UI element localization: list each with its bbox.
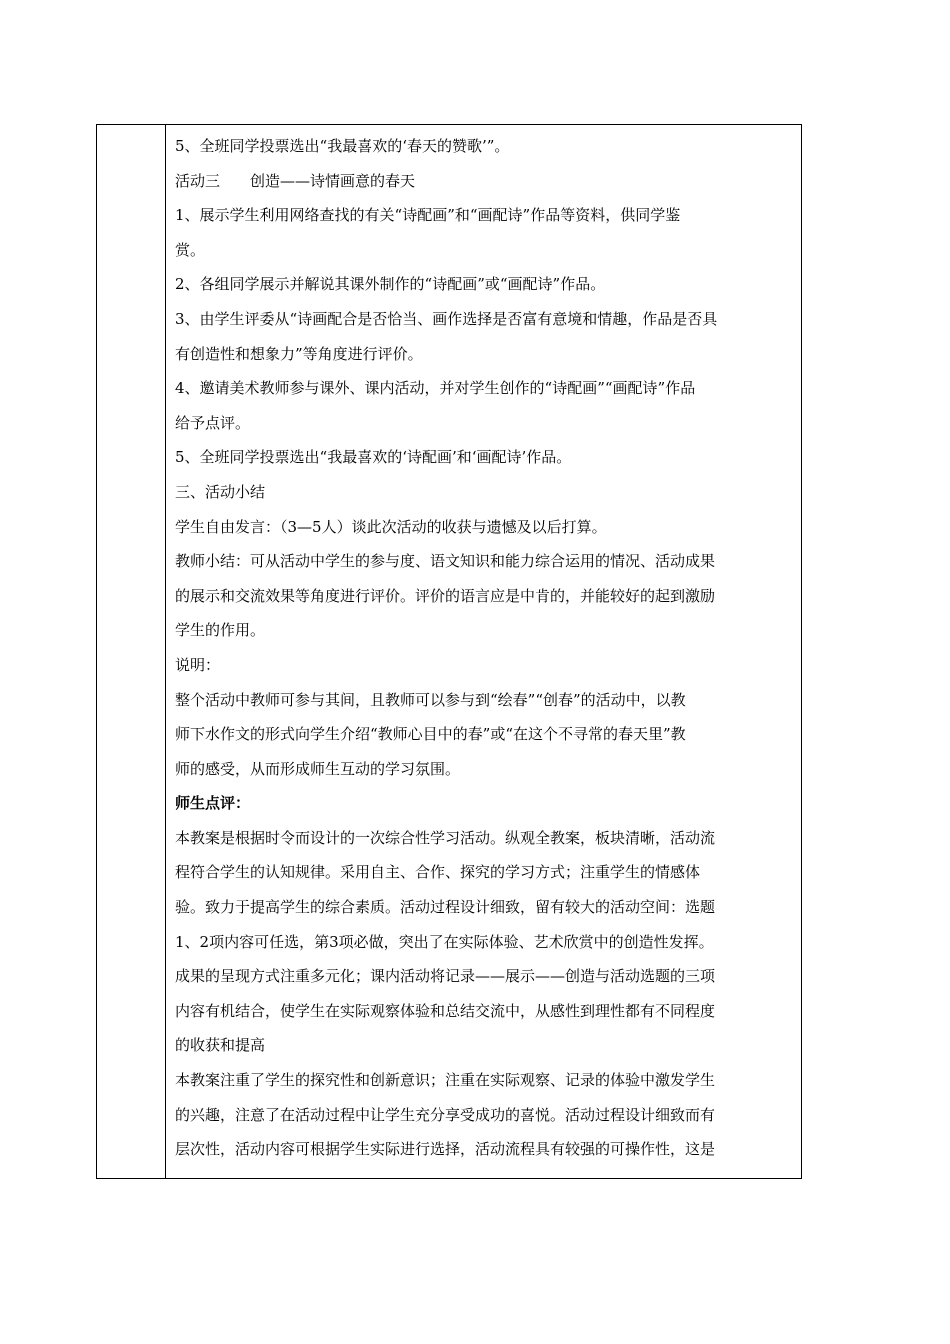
text-line: 整个活动中教师可参与其间，且教师可以参与到“绘春”“创春”的活动中，以教: [175, 690, 686, 709]
text-line: 成果的呈现方式注重多元化；课内活动将记录——展示——创造与活动选题的三项: [175, 967, 716, 986]
text-line: 3、由学生评委从“诗画配合是否恰当、画作选择是否富有意境和情趣，作品是否具: [175, 309, 718, 328]
text-line: 程符合学生的认知规律。采用自主、合作、探究的学习方式；注重学生的情感体: [175, 863, 701, 882]
review-heading: 师生点评：: [175, 794, 251, 813]
text-line: 给予点评。: [175, 413, 251, 432]
text-line: 内容有机结合，使学生在实际观察体验和总结交流中，从感性到理性都有不同程度: [175, 1001, 716, 1020]
text-line: 本教案注重了学生的探究性和创新意识；注重在实际观察、记录的体验中激发学生: [175, 1071, 716, 1090]
section-heading: 三、活动小结: [175, 482, 266, 501]
table-content-cell: [166, 125, 801, 1178]
text-line: 教师小结：可从活动中学生的参与度、语文知识和能力综合运用的情况、活动成果: [175, 552, 716, 571]
text-line: 本教案是根据时令而设计的一次综合性学习活动。纵观全教案，板块清晰，活动流: [175, 828, 716, 847]
activity-heading: 活动三 创造——诗情画意的春天: [175, 171, 416, 190]
text-line: 5、全班同学投票选出“我最喜欢的‘春天的赞歌’”。: [175, 137, 510, 155]
text-line: 层次性，活动内容可根据学生实际进行选择，活动流程具有较强的可操作性，这是: [175, 1140, 716, 1159]
note-heading: 说明：: [175, 655, 221, 674]
text-line: 1、2项内容可任选，第3项必做，突出了在实际体验、艺术欣赏中的创造性发挥。: [175, 932, 714, 951]
text-line: 赏。: [175, 240, 206, 259]
text-line: 1、展示学生利用网络查找的有关“诗配画”和“画配诗”作品等资料，供同学鉴: [175, 206, 681, 225]
text-line: 师的感受，从而形成师生互动的学习氛围。: [175, 759, 461, 778]
text-line: 验。致力于提高学生的综合素质。活动过程设计细致，留有较大的活动空间：选题: [175, 898, 716, 917]
lesson-table: [96, 124, 802, 1179]
text-line: 有创造性和想象力”等角度进行评价。: [175, 344, 423, 363]
text-line: 5、全班同学投票选出“我最喜欢的‘诗配画’和‘画配诗’作品。: [175, 448, 572, 467]
text-line: 2、各组同学展示并解说其课外制作的“诗配画”或“画配诗”作品。: [175, 275, 606, 294]
text-line: 师下水作文的形式向学生介绍“教师心目中的春”或“在这个不寻常的春天里”教: [175, 725, 686, 744]
table-left-column: [97, 125, 166, 1178]
text-line: 的展示和交流效果等角度进行评价。评价的语言应是中肯的，并能较好的起到激励: [175, 586, 716, 605]
text-line: 的收获和提高: [175, 1036, 266, 1055]
text-line: 4、邀请美术教师参与课外、课内活动，并对学生创作的“诗配画”“画配诗”作品: [175, 379, 696, 398]
text-line: 学生的作用。: [175, 621, 266, 640]
text-line: 的兴趣，注意了在活动过程中让学生充分享受成功的喜悦。活动过程设计细致而有: [175, 1105, 716, 1124]
text-line: 学生自由发言：（3—5人）谈此次活动的收获与遗憾及以后打算。: [175, 517, 607, 536]
